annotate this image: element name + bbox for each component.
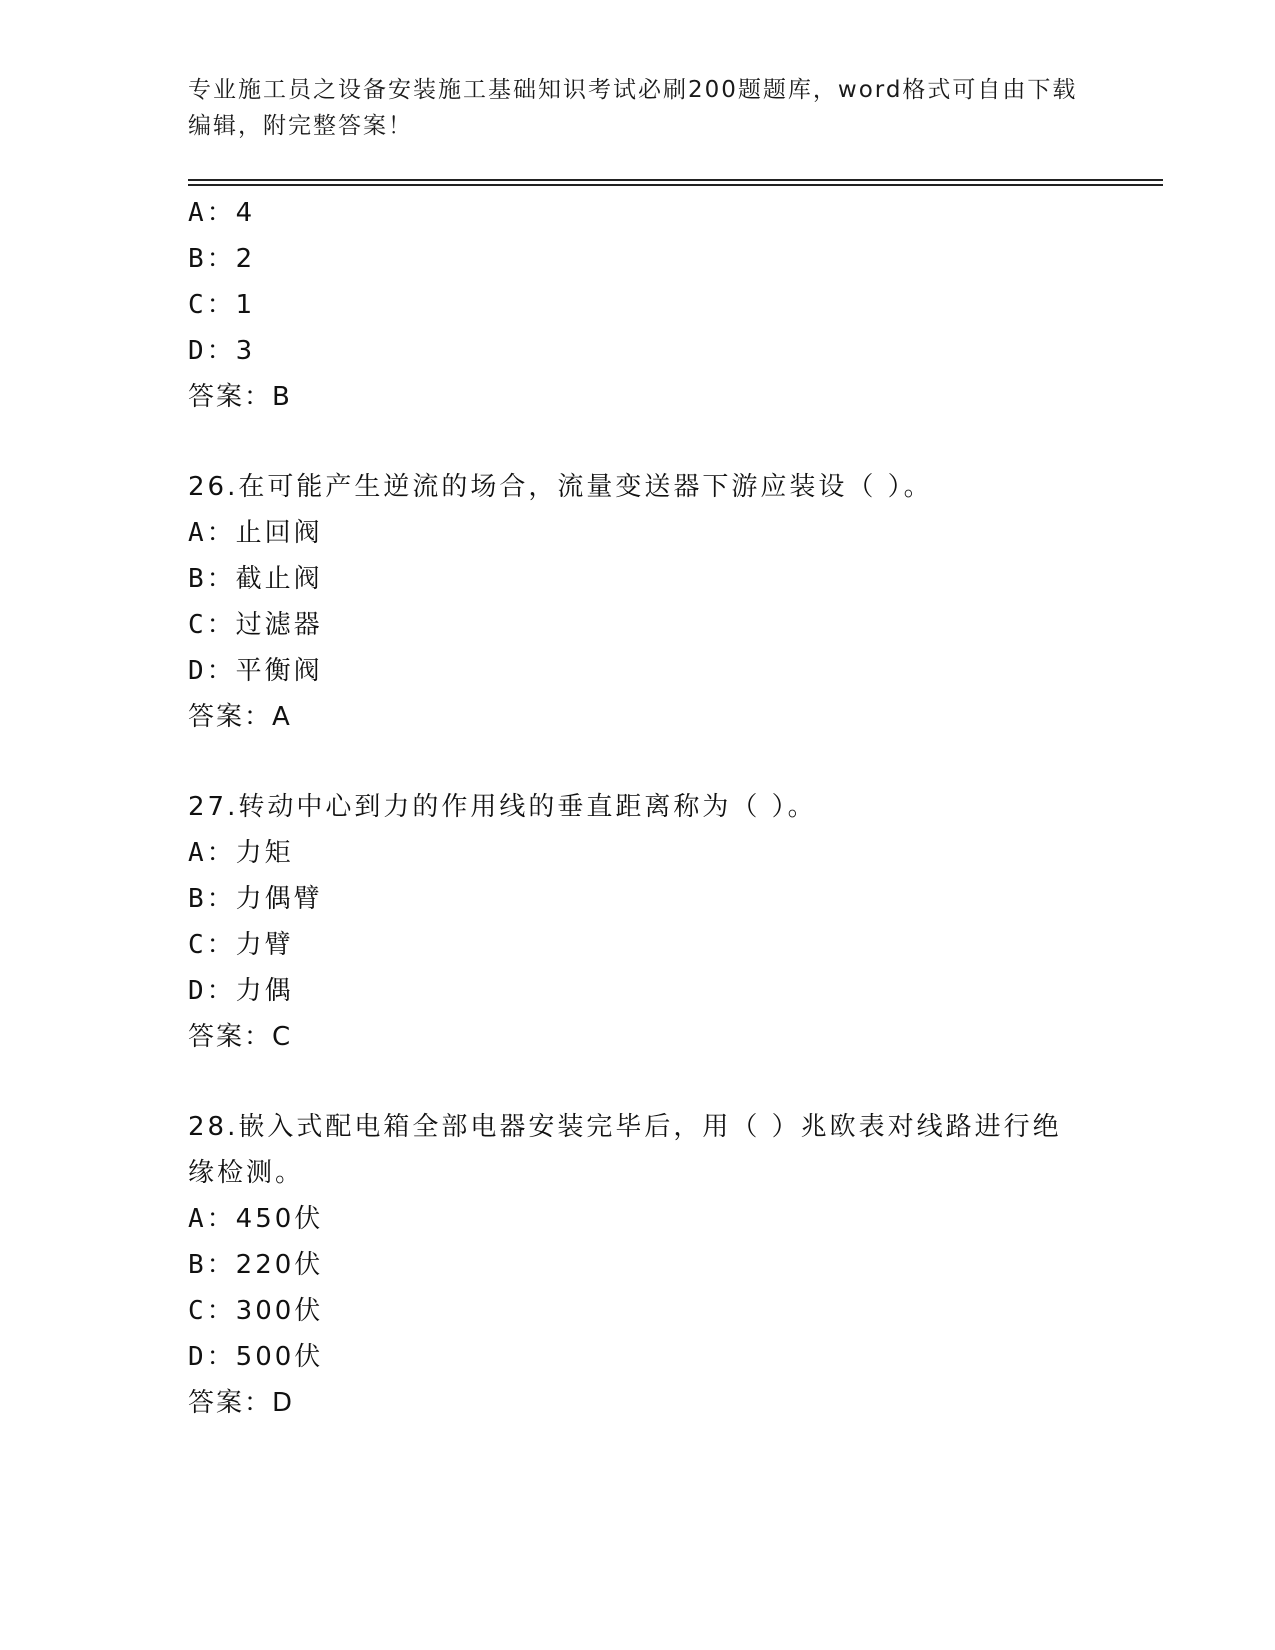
option-d: D：3 (188, 336, 256, 366)
option-c: C：1 (188, 290, 256, 320)
option-c: C：力臂 (188, 930, 294, 960)
question-28 (188, 1104, 1088, 1426)
document-header: 专业施工员之设备安装施工基础知识考试必刷200题题库，word格式可自由下载编辑，附完整答案！ (188, 77, 1078, 139)
header-divider-bottom (188, 184, 1163, 186)
question-stem: 28.嵌入式配电箱全部电器安装完毕后，用（ ）兆欧表对线路进行绝缘检测。 (188, 1112, 1062, 1188)
question-26 (188, 464, 1088, 740)
answer-line: 答案：D (188, 1388, 295, 1418)
question-content (188, 190, 1088, 1426)
question-25-tail (188, 190, 1088, 420)
answer-line: 答案：B (188, 382, 292, 412)
option-d: D：500伏 (188, 1342, 324, 1372)
option-d: D：力偶 (188, 976, 294, 1006)
option-b: B：截止阀 (188, 564, 323, 594)
header-divider-top (188, 179, 1163, 181)
answer-line: 答案：A (188, 702, 292, 732)
option-a: A：力矩 (188, 838, 294, 868)
question-27 (188, 784, 1088, 1060)
question-stem: 26.在可能产生逆流的场合，流量变送器下游应装设（ ）。 (188, 472, 933, 502)
option-c: C：过滤器 (188, 610, 323, 640)
option-b: B：2 (188, 244, 256, 274)
option-c: C：300伏 (188, 1296, 324, 1326)
answer-line: 答案：C (188, 1022, 293, 1052)
option-a: A：450伏 (188, 1204, 324, 1234)
option-b: B：220伏 (188, 1250, 324, 1280)
question-stem: 27.转动中心到力的作用线的垂直距离称为（ ）。 (188, 792, 817, 822)
option-a: A：止回阀 (188, 518, 323, 548)
option-a: A：4 (188, 198, 256, 228)
option-b: B：力偶臂 (188, 884, 323, 914)
option-d: D：平衡阀 (188, 656, 323, 686)
